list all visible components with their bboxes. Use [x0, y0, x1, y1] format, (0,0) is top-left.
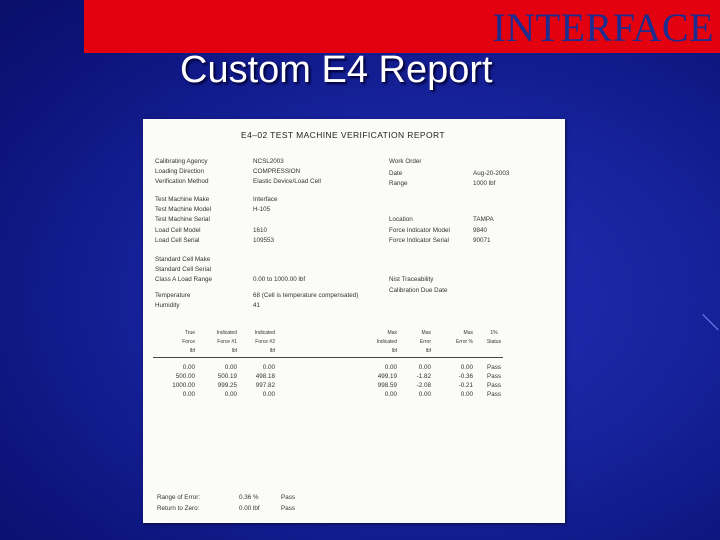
table-cell: 498.18: [255, 373, 275, 380]
table-cell: 999.25: [217, 382, 237, 389]
field-value: 9840: [473, 227, 488, 234]
column-header: Indicated: [254, 330, 275, 336]
field-value: H-105: [253, 206, 271, 213]
field-label: Work Order: [389, 158, 422, 165]
field-value: 90071: [473, 237, 491, 244]
column-header: Force #1: [217, 339, 237, 345]
field-value: 109553: [253, 237, 275, 244]
field-label: Verification Method: [155, 178, 209, 185]
summary-value: 0.00 lbf: [239, 505, 260, 512]
table-cell: 0.00: [460, 364, 473, 371]
table-cell: 0.00: [224, 391, 237, 398]
field-value: 41: [253, 302, 261, 309]
column-header: Error: [419, 339, 431, 345]
field-label: Range: [389, 180, 408, 187]
table-cell: 0.00: [384, 391, 397, 398]
table-cell: 500.00: [175, 373, 195, 380]
table-divider: [153, 357, 503, 358]
field-label: Nist Traceability: [389, 276, 434, 283]
field-label: Test Machine Model: [155, 206, 211, 213]
column-header: Indicated: [216, 330, 237, 336]
field-label: Load Cell Serial: [155, 237, 200, 244]
table-cell: 0.00: [460, 391, 473, 398]
table-cell: Pass: [487, 373, 501, 380]
table-cell: 0.00: [182, 391, 195, 398]
table-cell: Pass: [487, 364, 501, 371]
column-header: Force: [182, 339, 195, 345]
field-value: TAMPA: [473, 216, 494, 223]
report-image: [143, 119, 565, 523]
table-cell: 0.00: [224, 364, 237, 371]
column-header: lbf: [231, 348, 237, 354]
column-header: lbf: [391, 348, 397, 354]
table-cell: Pass: [487, 382, 501, 389]
field-value: 1610: [253, 227, 268, 234]
column-header: Status: [486, 339, 502, 345]
table-cell: 0.00: [418, 364, 431, 371]
field-value: COMPRESSION: [253, 168, 301, 175]
table-cell: 0.00: [262, 364, 275, 371]
field-label: Calibration Due Date: [389, 287, 448, 294]
table-cell: 1000.00: [172, 382, 195, 389]
column-header: Error %: [456, 339, 473, 345]
field-label: Force Indicator Model: [389, 227, 450, 234]
summary-label: Range of Error:: [157, 494, 201, 501]
brand-logo: INTERFACE: [492, 5, 714, 50]
table-cell: Pass: [487, 391, 501, 398]
field-value: 1000 lbf: [473, 180, 496, 187]
column-header: 1%: [490, 330, 498, 336]
table-cell: -2.08: [416, 382, 431, 389]
field-label: Load Cell Model: [155, 227, 201, 234]
table-cell: -0.36: [458, 373, 473, 380]
field-label: Class A Load Range: [155, 276, 213, 283]
summary-status: Pass: [281, 494, 295, 501]
field-value: NCSL2003: [253, 158, 284, 165]
column-header: True: [184, 330, 195, 336]
table-cell: 0.00: [384, 364, 397, 371]
table-cell: 0.00: [262, 391, 275, 398]
field-value: Aug-20-2003: [473, 170, 510, 177]
table-cell: 500.19: [217, 373, 237, 380]
report-title: E4–02 TEST MACHINE VERIFICATION REPORT: [241, 130, 445, 140]
field-value: Interface: [253, 196, 278, 203]
table-cell: -0.21: [458, 382, 473, 389]
field-label: Loading Direction: [155, 168, 205, 175]
summary-value: 0.36 %: [239, 494, 259, 501]
column-header: Max: [421, 330, 431, 336]
field-value: 0.00 to 1000.00 lbf: [253, 276, 306, 283]
table-cell: 499.19: [377, 373, 397, 380]
field-label: Standard Cell Serial: [155, 266, 212, 273]
column-header: Force #2: [255, 339, 275, 345]
table-cell: 0.00: [182, 364, 195, 371]
column-header: Max: [387, 330, 397, 336]
field-label: Location: [389, 216, 413, 223]
column-header: lbf: [189, 348, 195, 354]
column-header: lbf: [425, 348, 431, 354]
field-label: Standard Cell Make: [155, 256, 211, 263]
column-header: Max: [463, 330, 473, 336]
field-value: Elastic Device/Load Cell: [253, 178, 321, 185]
slide-title: Custom E4 Report: [180, 49, 493, 91]
field-label: Force Indicator Serial: [389, 237, 449, 244]
field-label: Temperature: [155, 292, 191, 299]
summary-status: Pass: [281, 505, 295, 512]
column-header: Indicated: [376, 339, 397, 345]
decorative-streak: [702, 314, 718, 330]
table-cell: 997.82: [255, 382, 275, 389]
field-label: Humidity: [155, 302, 180, 309]
field-label: Test Machine Make: [155, 196, 210, 203]
field-value: 68 (Cell is temperature compensated): [253, 292, 359, 299]
field-label: Date: [389, 170, 403, 177]
table-cell: 0.00: [418, 391, 431, 398]
column-header: lbf: [269, 348, 275, 354]
brand-bar: [84, 0, 720, 53]
field-label: Test Machine Serial: [155, 216, 210, 223]
table-cell: 998.59: [377, 382, 397, 389]
field-label: Calibrating Agency: [155, 158, 208, 165]
table-cell: -1.82: [416, 373, 431, 380]
summary-label: Return to Zero:: [157, 505, 200, 512]
